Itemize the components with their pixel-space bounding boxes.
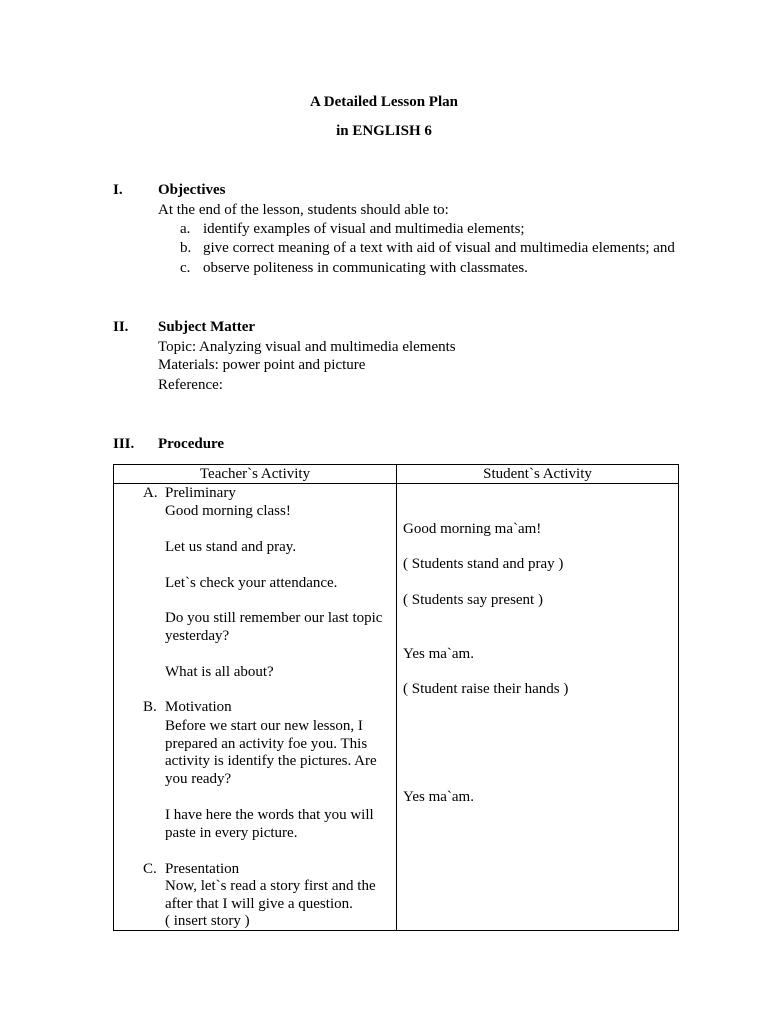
- teacher-line: Let`s check your attendance.: [165, 575, 338, 591]
- subject-topic: Topic: Analyzing visual and multimedia elements: [158, 339, 456, 355]
- objective-item-b: give correct meaning of a text with aid of visual and multimedia elements; and: [203, 240, 675, 256]
- student-line: ( Students stand and pray ): [403, 556, 564, 572]
- teacher-line: after that I will give a question.: [165, 896, 353, 912]
- teacher-line: Do you still remember our last topic: [165, 610, 383, 626]
- section-heading-objectives: Objectives: [158, 182, 226, 198]
- teacher-line: activity is identify the pictures. Are: [165, 753, 377, 769]
- section-heading-subject-matter: Subject Matter: [158, 319, 256, 335]
- section-number-procedure: III.: [113, 436, 135, 452]
- step-b-title: Motivation: [165, 699, 232, 715]
- teacher-line: yesterday?: [165, 628, 230, 644]
- teacher-line: paste in every picture.: [165, 825, 298, 841]
- objective-item-c: observe politeness in communicating with classmates.: [203, 260, 528, 276]
- teacher-line: What is all about?: [165, 664, 274, 680]
- column-header-teacher: Teacher`s Activity: [114, 465, 397, 484]
- column-header-student: Student`s Activity: [397, 465, 679, 484]
- document-subtitle: in ENGLISH 6: [336, 123, 432, 139]
- objective-item-a-letter: a.: [180, 221, 191, 237]
- document-title: A Detailed Lesson Plan: [310, 94, 458, 110]
- student-line: Yes ma`am.: [403, 646, 474, 662]
- teacher-line: I have here the words that you will: [165, 807, 374, 823]
- step-b-letter: B.: [143, 699, 157, 715]
- student-activity-cell: [397, 484, 679, 931]
- teacher-line: Now, let`s read a story first and the: [165, 878, 376, 894]
- subject-materials: Materials: power point and picture: [158, 357, 366, 373]
- student-line: ( Student raise their hands ): [403, 681, 569, 697]
- procedure-table-header-row: [114, 465, 679, 484]
- student-line: ( Students say present ): [403, 592, 543, 608]
- step-a-title: Preliminary: [165, 485, 236, 501]
- teacher-line: Before we start our new lesson, I: [165, 718, 363, 734]
- objective-item-c-letter: c.: [180, 260, 191, 276]
- step-c-letter: C.: [143, 861, 157, 877]
- teacher-line: prepared an activity foe you. This: [165, 736, 368, 752]
- objective-item-b-letter: b.: [180, 240, 192, 256]
- section-heading-procedure: Procedure: [158, 436, 225, 452]
- step-a-letter: A.: [143, 485, 158, 501]
- step-c-title: Presentation: [165, 861, 240, 877]
- teacher-line: ( insert story ): [165, 913, 250, 929]
- student-line: Good morning ma`am!: [403, 521, 542, 537]
- subject-reference: Reference:: [158, 377, 223, 393]
- section-number-subject-matter: II.: [113, 319, 129, 335]
- objective-item-a: identify examples of visual and multimedia elements;: [203, 221, 525, 237]
- section-number-objectives: I.: [113, 182, 123, 198]
- procedure-table-body-row: [114, 484, 679, 931]
- teacher-line: Let us stand and pray.: [165, 539, 297, 555]
- procedure-table: [113, 464, 679, 931]
- teacher-line: Good morning class!: [165, 503, 291, 519]
- objectives-intro: At the end of the lesson, students should able to:: [158, 202, 449, 218]
- teacher-line: you ready?: [165, 771, 232, 787]
- student-line: Yes ma`am.: [403, 789, 474, 805]
- teacher-activity-cell: [114, 484, 397, 931]
